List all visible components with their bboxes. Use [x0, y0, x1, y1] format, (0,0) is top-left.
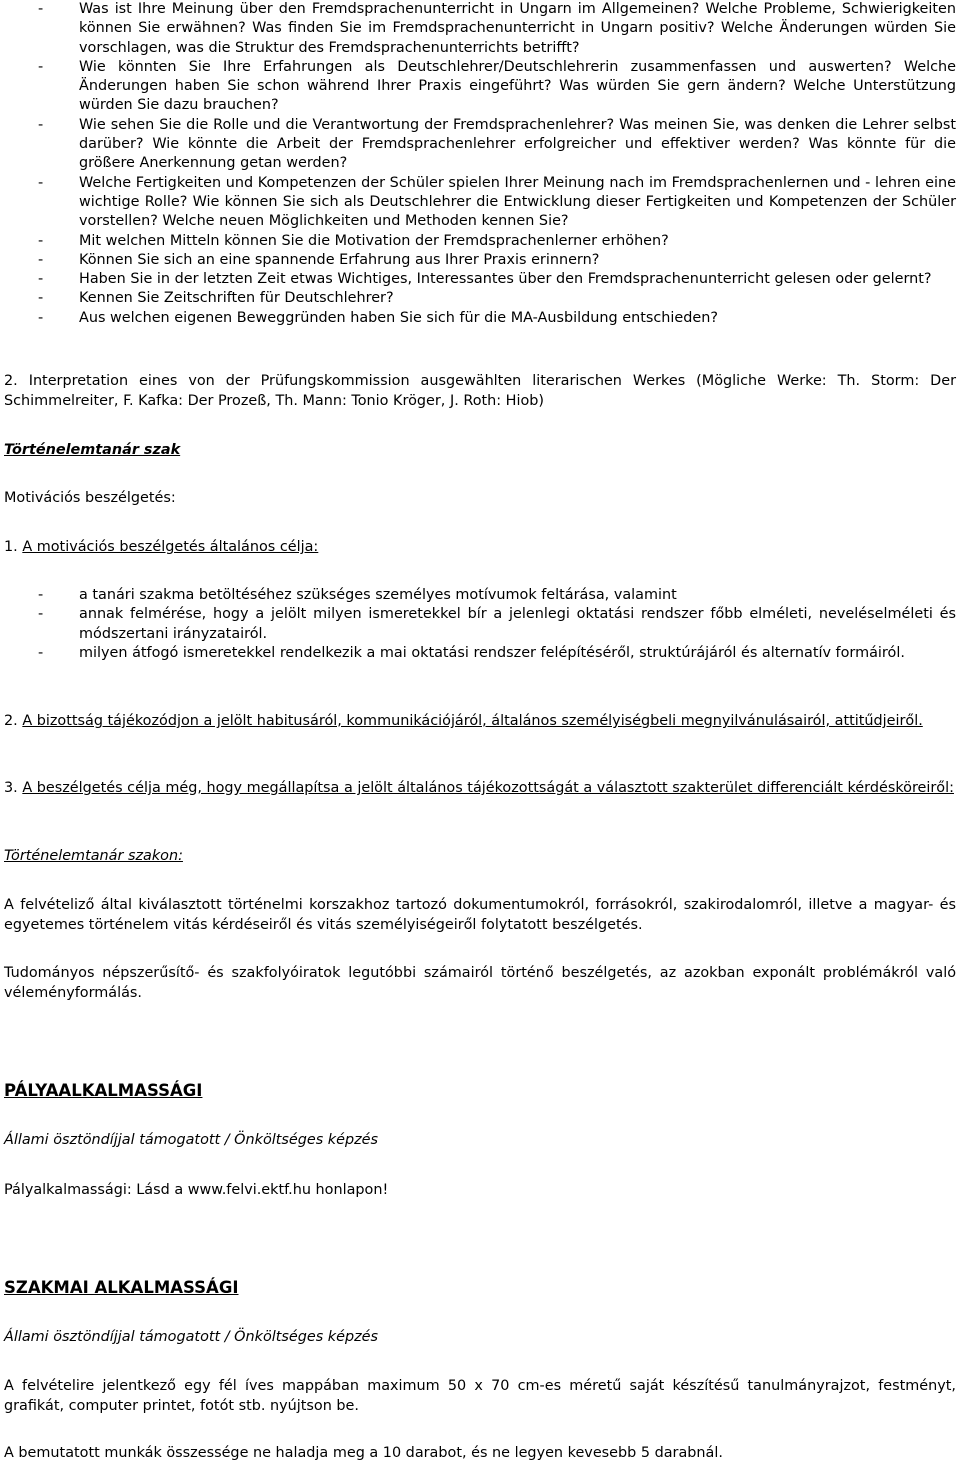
palya-subheading: Állami ösztöndíjjal támogatott / Önköltséges képzés: [4, 1132, 379, 1148]
interpretation-paragraph: 2. Interpretation eines von der Prüfungskommission ausgewählten literarischen Werkes (Mögliche Werke: Th. Storm: Der Schimmelreiter, F. Kafka: Der Prozeß, Th. Mann: Tonio Kröger, J. Roth: Hiob): [4, 373, 956, 409]
list-item: - Was ist Ihre Meinung über den Fremdsprachenunterricht in Ungarn im Allgemeinen? Welche Probleme, Schwierigkeiten können Sie erwähnen? Was finden Sie im Fremdsprachenunterricht in Ungarn positiv? Welche Änderungen würden Sie vorschlagen, was die Struktur des Fremdsprachenunterrichts betrifft?: [4, 0, 956, 58]
paragraph-number: 3.: [4, 780, 18, 796]
paragraph-text: A motivációs beszélgetés általános célja:: [22, 539, 319, 555]
numbered-paragraph-1: [4, 538, 956, 558]
list-item-text: Wie könnten Sie Ihre Erfahrungen als Deutschlehrer/Deutschlehrerin zusammenfassen und auswerten? Welche Änderungen haben Sie schon während Ihrer Praxis eingeführt? Was würden Sie gern ändern? Welche Unterstützung würden Sie dazu brauchen?: [79, 58, 956, 114]
section-heading-palyaalkalmassagi: PÁLYAALKALMASSÁGI: [4, 1081, 203, 1100]
paragraph-tudomanyos: Tudományos népszerűsítő- és szakfolyóiratok legutóbbi számairól történő beszélgetés, az azokban exponált problémákról való véleményformálás.: [4, 965, 956, 1001]
szakmai-paragraph-1: A felvételire jelentkező egy fél íves mappában maximum 50 x 70 cm-es méretű saját készítésű tanulmányrajzot, festményt, grafikát, computer printet, fotót stb. nyújtson be.: [4, 1378, 956, 1414]
list-item: - Haben Sie in der letzten Zeit etwas Wichtiges, Interessantes über den Fremdsprachenunterricht gelesen oder gelernt?: [4, 270, 956, 289]
question-list-german: [4, 0, 956, 328]
goal-list: [4, 586, 956, 663]
list-item: - annak felmérése, hogy a jelölt milyen ismeretekkel bír a jelenlegi oktatási rendszer főbb elméleti, neveléselméleti és módszertani irányzatairól.: [4, 605, 956, 644]
list-item-text: Aus welchen eigenen Beweggründen haben Sie sich für die MA-Ausbildung entschieden?: [79, 309, 718, 326]
list-item: - Mit welchen Mitteln können Sie die Motivation der Fremdsprachenlerner erhöhen?: [4, 232, 956, 251]
list-item-text: Wie sehen Sie die Rolle und die Verantwortung der Fremdsprachenlehrer? Was meinen Sie, was denken die Lehrer selbst darüber? Wie könnte die Arbeit der Fremdsprachenlehrer erfolgreicher und effektiver werden? Was könnte für die größere Anerkennung getan werden?: [79, 116, 956, 172]
szakmai-paragraph-2: A bemutatott munkák összessége ne haladja meg a 10 darabot, és ne legyen kevesebb 5 darabnál.: [4, 1445, 723, 1461]
paragraph-number: 1.: [4, 539, 18, 555]
list-item-text: Welche Fertigkeiten und Kompetenzen der Schüler spielen Ihrer Meinung nach im Fremdsprachenlernen und - lehren eine wichtige Rolle? Wie können Sie sich als Deutschlehrer die Entwicklung dieser Fertigkeiten und Kompetenzen der Schüler vorstellen? Welche neuen Möglichkeiten und Methoden kennen Sie?: [79, 174, 956, 230]
paragraph-text: A bizottság tájékozódjon a jelölt habitusáról, kommunikációjáról, általános személyiségbeli megnyilvánulásairól, attitűdjeiről.: [22, 713, 923, 729]
section-heading-tortenelem: Történelemtanár szak: [4, 442, 181, 458]
numbered-paragraph-3: [4, 779, 956, 799]
section-heading-szakmai: SZAKMAI ALKALMASSÁGI: [4, 1278, 239, 1297]
list-item-text: milyen átfogó ismeretekkel rendelkezik a mai oktatási rendszer felépítéséről, struktúrájáról és alternatív formáiról.: [79, 644, 905, 661]
paragraph-number: 2.: [4, 713, 18, 729]
palya-text: Pályalkalmassági: Lásd a www.felvi.ektf.hu honlapon!: [4, 1182, 389, 1198]
list-item: - a tanári szakma betöltéséhez szükséges személyes motívumok feltárása, valamint: [4, 586, 956, 605]
list-item: - Wie könnten Sie Ihre Erfahrungen als Deutschlehrer/Deutschlehrerin zusammenfassen und auswerten? Welche Änderungen haben Sie schon während Ihrer Praxis eingeführt? Was würden Sie gern ändern? Welche Unterstützung würden Sie dazu brauchen?: [4, 58, 956, 116]
list-item: - Welche Fertigkeiten und Kompetenzen der Schüler spielen Ihrer Meinung nach im Fremdsprachenlernen und - lehren eine wichtige Rolle? Wie können Sie sich als Deutschlehrer die Entwicklung dieser Fertigkeiten und Kompetenzen der Schüler vorstellen? Welche neuen Möglichkeiten und Methoden kennen Sie?: [4, 174, 956, 232]
list-item-text: Haben Sie in der letzten Zeit etwas Wichtiges, Interessantes über den Fremdsprachenunterricht gelesen oder gelernt?: [79, 271, 932, 288]
list-item: - Können Sie sich an eine spannende Erfahrung aus Ihrer Praxis erinnern?: [4, 251, 956, 270]
szakmai-subheading: Állami ösztöndíjjal támogatott / Önköltséges képzés: [4, 1329, 379, 1345]
list-item-text: Was ist Ihre Meinung über den Fremdsprachenunterricht in Ungarn im Allgemeinen? Welche Probleme, Schwierigkeiten können Sie erwähnen? Was finden Sie im Fremdsprachenunterricht in Ungarn positiv? Welche Änderungen würden Sie vorschlagen, was die Struktur des Fremdsprachenunterrichts betrifft?: [79, 1, 956, 56]
list-item-text: Kennen Sie Zeitschriften für Deutschlehrer?: [79, 290, 394, 307]
paragraph-felvetelizo: A felvételiző által kiválasztott történelmi korszakhoz tartozó dokumentumokról, forrásokról, szakirodalomról, illetve a magyar- és egyetemes történelem vitás kérdéseiről és vitás személyiségeiről folytatott beszélgetés.: [4, 897, 956, 933]
list-item-text: annak felmérése, hogy a jelölt milyen ismeretekkel bír a jelenlegi oktatási rendszer főbb elméleti, neveléselméleti és módszertani irányzatairól.: [79, 606, 956, 642]
list-item-text: Können Sie sich an eine spannende Erfahrung aus Ihrer Praxis erinnern?: [79, 251, 600, 268]
paragraph-text: A beszélgetés célja még, hogy megállapítsa a jelölt általános tájékozottságát a választott szakterület differenciált kérdésköreiről:: [22, 780, 954, 796]
szakon-label: Történelemtanár szakon:: [4, 848, 183, 864]
list-item: - Wie sehen Sie die Rolle und die Verantwortung der Fremdsprachenlehrer? Was meinen Sie, was denken die Lehrer selbst darüber? Wie könnte die Arbeit der Fremdsprachenlehrer erfolgreicher und effektiver werden? Was könnte für die größere Anerkennung getan werden?: [4, 116, 956, 174]
list-item: - Aus welchen eigenen Beweggründen haben Sie sich für die MA-Ausbildung entschieden?: [4, 309, 956, 328]
list-item: - milyen átfogó ismeretekkel rendelkezik a mai oktatási rendszer felépítéséről, struktúrájáról és alternatív formáiról.: [4, 644, 956, 663]
numbered-paragraph-2: [4, 712, 956, 732]
list-item: - Kennen Sie Zeitschriften für Deutschlehrer?: [4, 289, 956, 308]
motivacios-label: Motivációs beszélgetés:: [4, 490, 176, 506]
list-item-text: a tanári szakma betöltéséhez szükséges személyes motívumok feltárása, valamint: [79, 587, 677, 603]
list-item-text: Mit welchen Mitteln können Sie die Motivation der Fremdsprachenlerner erhöhen?: [79, 232, 669, 249]
